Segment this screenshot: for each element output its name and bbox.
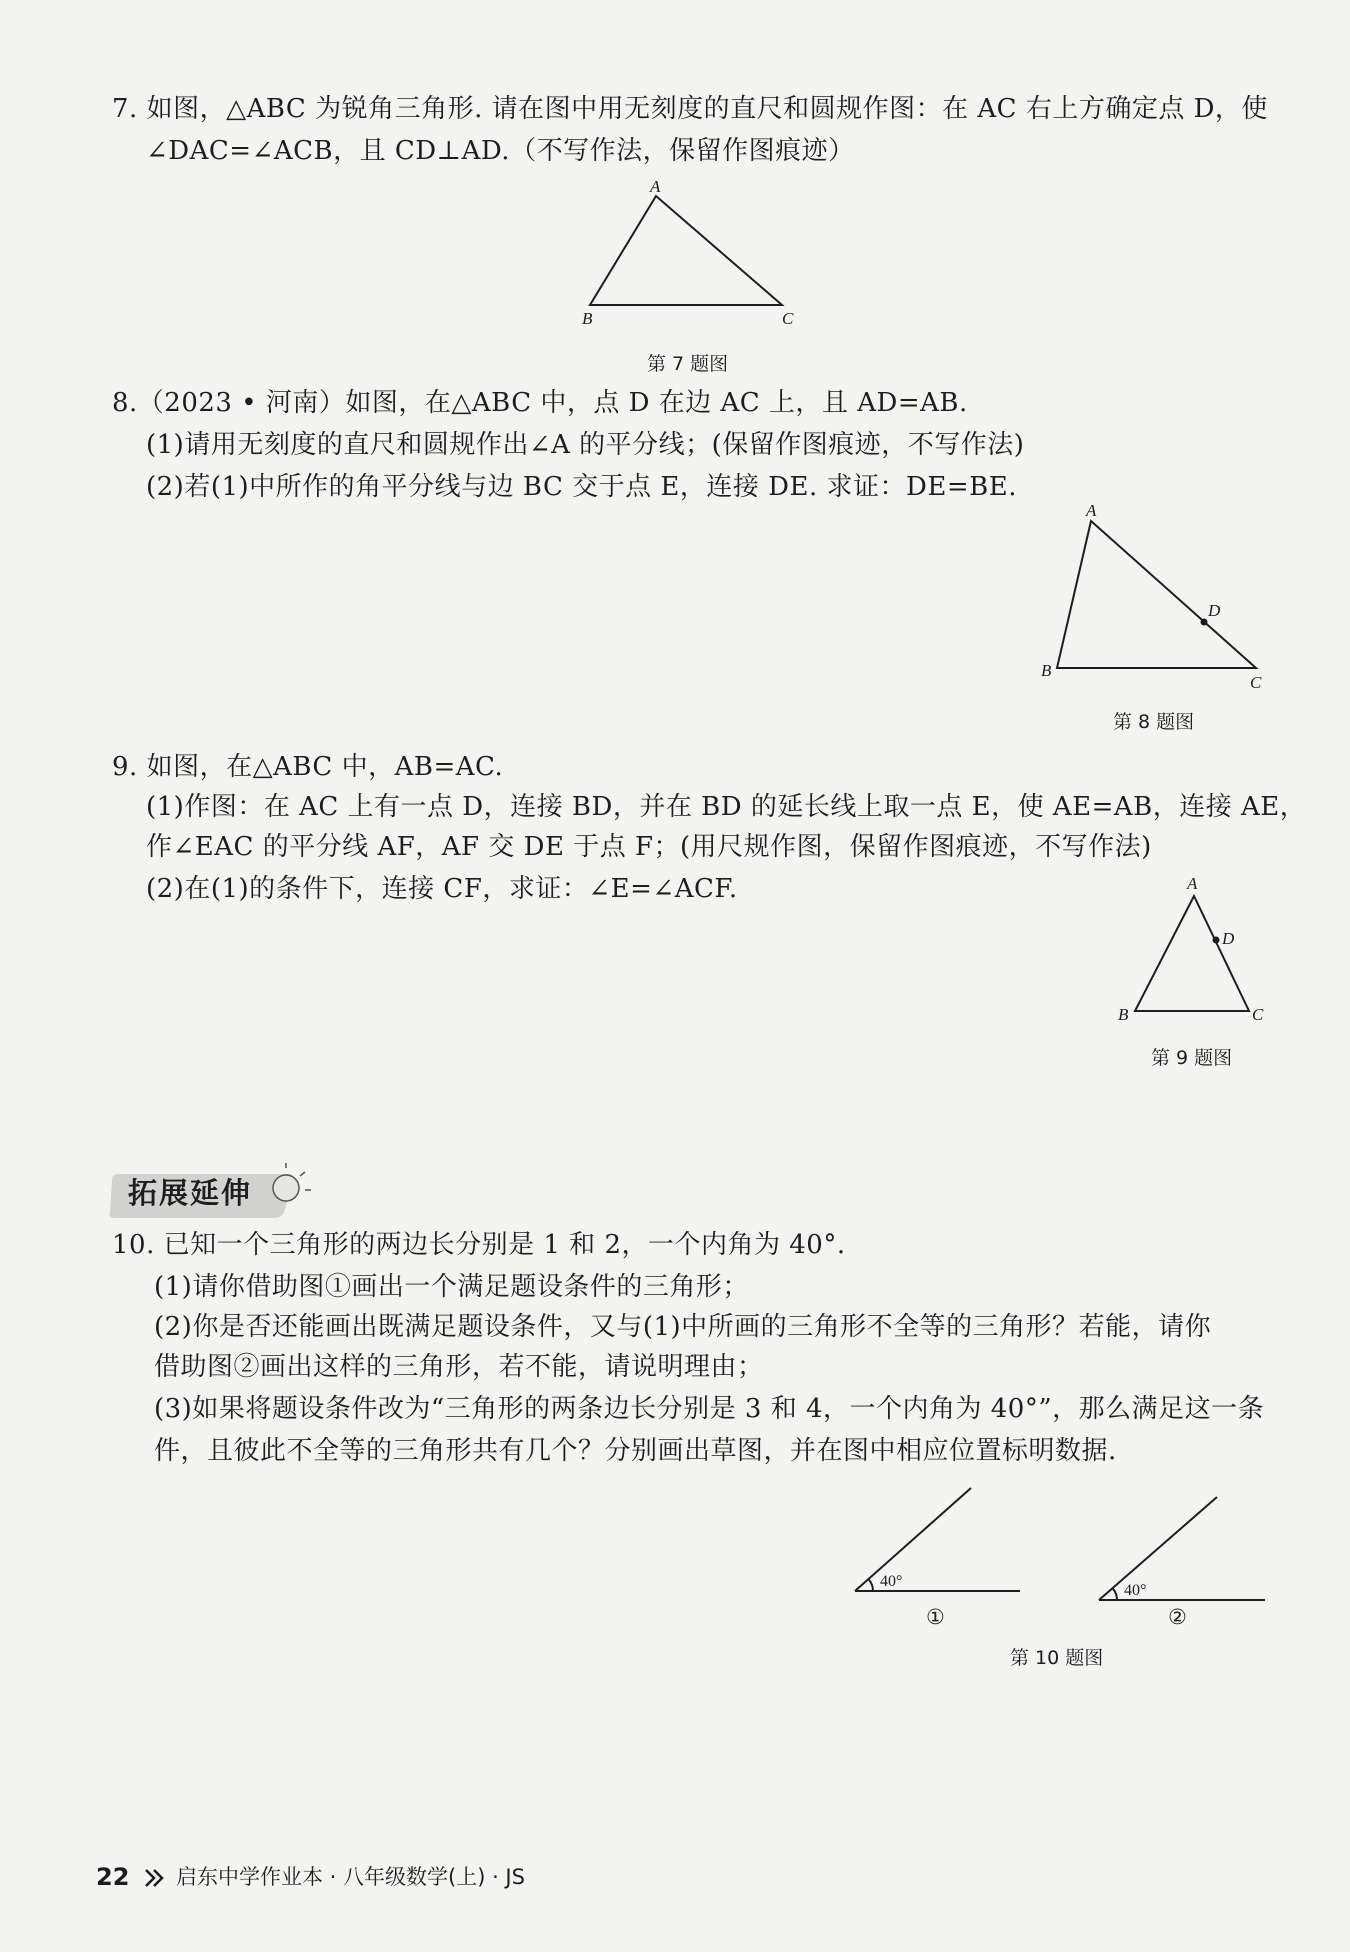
fig9-label-b: B — [1118, 1005, 1129, 1024]
figure-10-caption: 第 10 题图 — [1010, 1647, 1104, 1669]
fig8-label-b: B — [1041, 661, 1052, 680]
book-title: 启东中学作业本 · 八年级数学(上) · JS — [176, 1865, 525, 1889]
q10-line-6: 件，且彼此不全等的三角形共有几个？分别画出草图，并在图中相应位置标明数据. — [154, 1436, 1117, 1466]
fig9-label-c: C — [1252, 1005, 1264, 1024]
q10-line-5: (3)如果将题设条件改为“三角形的两条边长分别是 3 和 4，一个内角为 40°”，那么满足这一条 — [154, 1394, 1265, 1424]
figure-10-label-2: ② — [1168, 1605, 1187, 1629]
triangle-abc-7 — [590, 196, 782, 305]
angle1-arc — [869, 1579, 874, 1591]
figure-7-triangle — [582, 177, 794, 328]
q9-line-4: (2)在(1)的条件下，连接 CF，求证：∠E=∠ACF. — [146, 874, 738, 904]
fig7-label-b: B — [582, 309, 593, 328]
figure-7-caption: 第 7 题图 — [647, 353, 729, 375]
angle2-slant-ray — [1099, 1497, 1217, 1600]
q7-line-2: ∠DAC=∠ACB，且 CD⊥AD.（不写作法，保留作图痕迹） — [146, 136, 855, 166]
triangle-abc-8 — [1057, 521, 1256, 668]
angle1-slant-ray — [855, 1488, 971, 1591]
figure-10-label-1: ① — [926, 1605, 945, 1629]
fig9-point-d — [1213, 937, 1220, 944]
figure-8-caption: 第 8 题图 — [1113, 711, 1195, 733]
q8-line-1: 8.（2023 • 河南）如图，在△ABC 中，点 D 在边 AC 上，且 AD=AB. — [112, 388, 968, 418]
q9-line-2: (1)作图：在 AC 上有一点 D，连接 BD，并在 BD 的延长线上取一点 E，使 AE=AB，连接 AE， — [146, 792, 1307, 822]
angle2-label: 40° — [1124, 1582, 1147, 1599]
figure-9-caption: 第 9 题图 — [1151, 1047, 1233, 1069]
figure-10-angle-1 — [855, 1488, 1020, 1591]
q10-line-3: (2)你是否还能画出既满足题设条件，又与(1)中所画的三角形不全等的三角形？若能，请你 — [154, 1312, 1212, 1342]
q10-line-1: 10. 已知一个三角形的两边长分别是 1 和 2，一个内角为 40°. — [112, 1230, 846, 1260]
section-title: 拓展延伸 — [128, 1176, 253, 1210]
q8-line-2: (1)请用无刻度的直尺和圆规作出∠A 的平分线；(保留作图痕迹，不写作法) — [146, 430, 1025, 460]
fig9-label-d: D — [1222, 929, 1235, 948]
fig8-label-a: A — [1086, 501, 1097, 520]
fig7-label-c: C — [782, 309, 794, 328]
q8-line-3: (2)若(1)中所作的角平分线与边 BC 交于点 E，连接 DE. 求证：DE=BE. — [146, 472, 1017, 502]
q9-line-3: 作∠EAC 的平分线 AF，AF 交 DE 于点 F；(用尺规作图，保留作图痕迹，不写作法) — [146, 832, 1152, 862]
fig8-label-c: C — [1250, 673, 1262, 692]
fig8-point-d — [1201, 619, 1208, 626]
fig8-label-d: D — [1208, 601, 1221, 620]
q10-line-2: (1)请你借助图①画出一个满足题设条件的三角形； — [154, 1272, 749, 1302]
footer-chevron-icon — [146, 1870, 162, 1886]
q10-line-4: 借助图②画出这样的三角形，若不能，请说明理由； — [154, 1352, 764, 1382]
fig7-label-a: A — [650, 177, 661, 196]
lightbulb-icon — [273, 1175, 299, 1201]
triangle-abc-9 — [1135, 896, 1249, 1011]
q9-line-1: 9. 如图，在△ABC 中，AB=AC. — [112, 752, 504, 782]
fig9-label-a: A — [1187, 874, 1198, 893]
q7-line-1: 7. 如图，△ABC 为锐角三角形. 请在图中用无刻度的直尺和圆规作图：在 AC 右上方确定点 D，使 — [112, 94, 1268, 124]
figure-10-angle-2 — [1099, 1497, 1265, 1600]
angle2-arc — [1113, 1588, 1118, 1600]
page-number: 22 — [96, 1863, 130, 1891]
figure-9-triangle — [1118, 874, 1264, 1024]
angle1-label: 40° — [880, 1573, 903, 1590]
figure-8-triangle — [1041, 501, 1262, 692]
